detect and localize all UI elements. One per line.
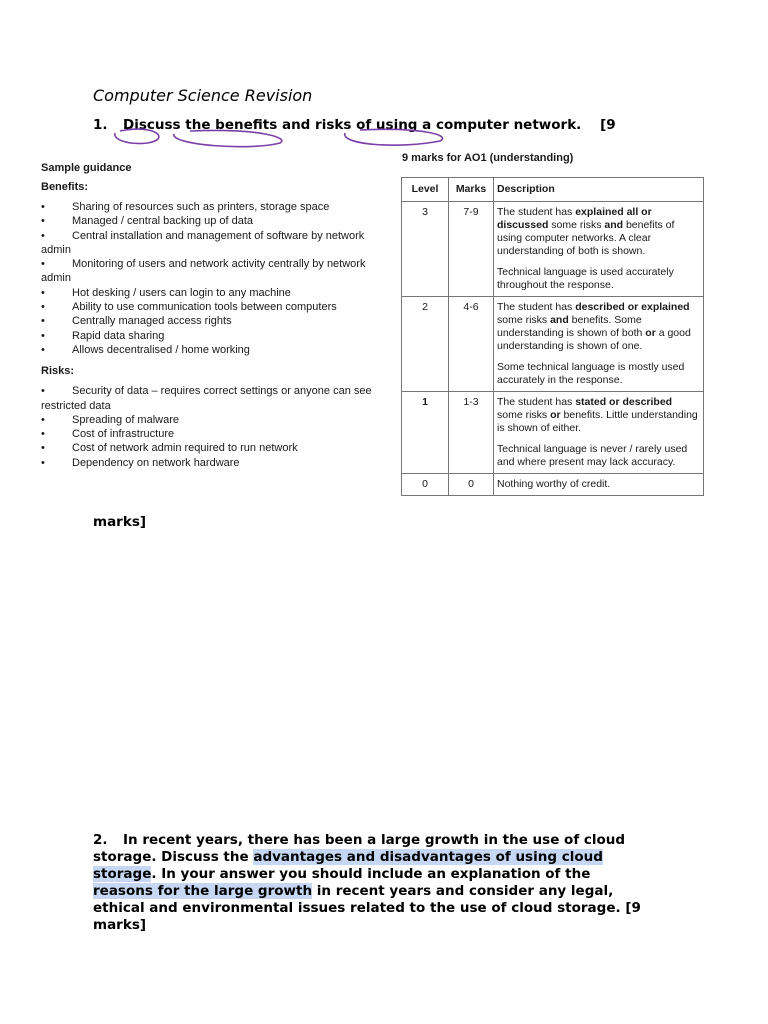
list-item: • Monitoring of users and network activity centrally by network admin [41,258,366,285]
marks-cell: 0 [449,474,494,496]
question-1-text: Discuss the benefits and risks of using a computer network. [123,117,582,133]
list-item: • Allows decentralised / home working [41,343,250,356]
table-row [402,474,704,496]
highlighted-text: advantages and disadvantages of using cloud storage [93,849,603,882]
list-item: • Central installation and management of software by network admin [41,229,365,256]
column-header-marks: Marks [449,178,494,202]
sample-guidance [41,162,386,478]
risks-heading: Risks: [41,365,75,378]
sample-guidance-heading: Sample guidance [41,162,132,174]
question-2-text: . In your answer you should include an explanation of the [151,866,591,882]
question-1-number: 1. [93,117,108,133]
question-1-marks-close: marks] [93,514,147,530]
level-cell: 2 [402,297,449,392]
question-2 [93,832,653,934]
table-row [402,392,704,474]
description-cell: The student has described or explained some risks and benefits. Some understanding is shown of both or a good understanding is shown of one. Some technical language is mostly used accurately in the response. [494,297,704,392]
table-header-row [402,178,704,202]
highlighted-text: reasons for the large growth [93,883,313,899]
level-cell: 3 [402,202,449,297]
risks-list [41,384,386,470]
level-cell: 1 [402,392,449,474]
question-1-marks-open: [9 [600,117,616,133]
question-2-text: In recent years, there has been a large growth in the use of cloud storage. Discuss the [93,832,626,865]
list-item: • Rapid data sharing [41,329,165,342]
ink-circle-discuss [115,129,159,143]
question-2-number: 2. [93,832,108,848]
marks-cell: 1-3 [449,392,494,474]
description-cell: Nothing worthy of credit. [494,474,704,496]
ink-circle-benefits [174,130,282,146]
list-item: • Ability to use communication tools between computers [41,301,337,314]
list-item: • Sharing of resources such as printers, storage space [41,201,330,213]
markscheme-table [401,177,704,496]
list-item: • Centrally managed access rights [41,315,232,328]
list-item: • Security of data – requires correct settings or anyone can see restricted data [41,385,372,412]
question-2-text: in recent years and consider any legal, ethical and environmental issues related to the use of cloud storage. [9 marks] [93,883,641,933]
markscheme-heading: 9 marks for AO1 (understanding) [402,152,574,164]
benefits-heading: Benefits: [41,181,89,193]
list-item: • Spreading of malware [41,413,180,426]
marks-cell: 7-9 [449,202,494,297]
list-item: • Managed / central backing up of data [41,215,254,228]
handwritten-ink-annotations [0,0,768,160]
list-item: • Cost of network admin required to run network [41,442,298,455]
column-header-description: Description [494,178,704,202]
benefits-list [41,200,386,357]
ink-circle-risks [345,129,443,145]
table-row [402,202,704,297]
column-header-level: Level [402,178,449,202]
marks-cell: 4-6 [449,297,494,392]
list-item: • Cost of infrastructure [41,428,175,441]
description-cell: The student has stated or described some risks or benefits. Little understanding is shown of either. Technical language is never / rarely used and where present may lack accuracy. [494,392,704,474]
level-cell: 0 [402,474,449,496]
description-cell: The student has explained all or discussed some risks and benefits of using computer networks. A clear understanding of both is shown. Technical language is used accurately throughout the response. [494,202,704,297]
table-row [402,297,704,392]
document-title: Computer Science Revision [93,86,313,105]
list-item: • Hot desking / users can login to any machine [41,286,291,299]
list-item: • Dependency on network hardware [41,456,240,469]
